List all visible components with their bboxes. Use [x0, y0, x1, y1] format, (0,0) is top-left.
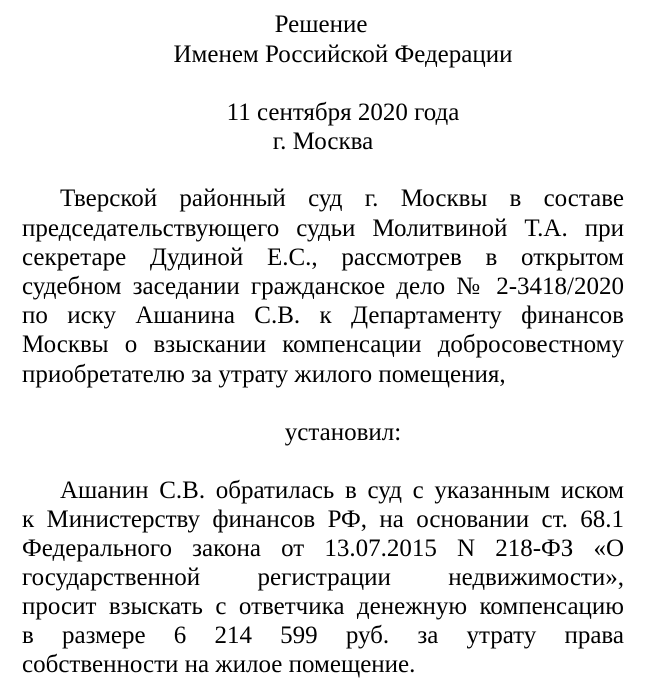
intro-line-5: по иску Ашанина С.В. к Департаменту финансов [22, 302, 624, 329]
body-line-5: просит взыскать с ответчика денежную компенсацию [22, 593, 624, 620]
body-line-7: собственности на жилое помещение. [22, 651, 416, 678]
document-type-title: Решение [274, 11, 368, 38]
decision-place: г. Москва [272, 128, 374, 155]
intro-line-3: секретаре Дудиной Е.С., рассмотрев в открытом [22, 244, 624, 271]
decision-date: 11 сентября 2020 года [226, 99, 460, 126]
intro-line-2: председательствующего судьи Молитвиной Т.А. при [22, 215, 624, 242]
authority-heading: Именем Российской Федерации [173, 41, 513, 68]
body-line-1: Ашанин С.В. обратилась в суд с указанным иском [60, 477, 624, 504]
body-line-6: в размере 6 214 599 руб. за утрату права [22, 622, 624, 649]
body-line-3: Федерального закона от 13.07.2015 N 218-ФЗ «О [22, 535, 624, 562]
intro-line-1: Тверской районный суд г. Москвы в составе [60, 185, 624, 212]
body-line-2: к Министерству финансов РФ, на основании ст. 68.1 [22, 506, 624, 533]
intro-line-7: приобретателю за утрату жилого помещения, [22, 361, 506, 388]
intro-line-4: судебном заседании гражданское дело № 2-3418/2020 [22, 273, 624, 300]
ruling-heading: установил: [284, 419, 402, 446]
body-line-4: государственной регистрации недвижимости», [22, 564, 624, 591]
intro-line-6: Москвы о взыскании компенсации добросовестному [22, 331, 624, 358]
